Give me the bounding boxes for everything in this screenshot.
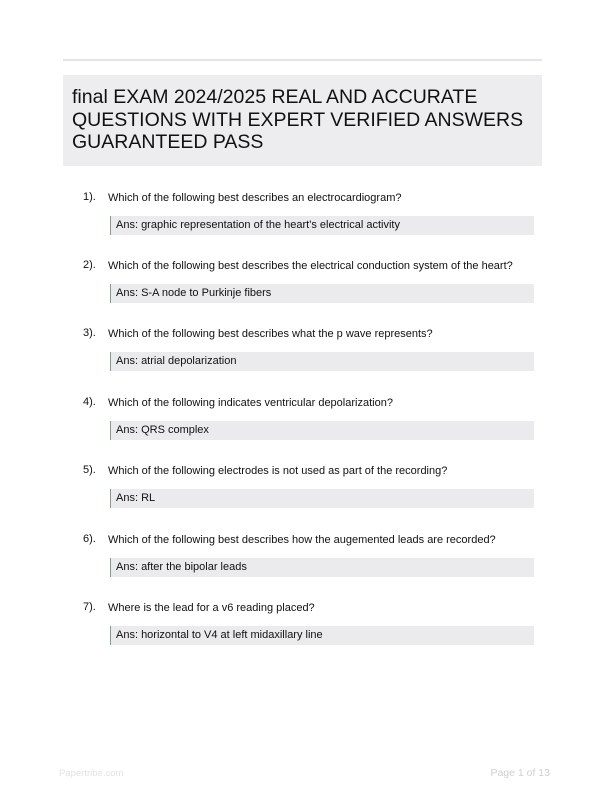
answer-box: Ans: RL [110,489,534,508]
question-text: Which of the following electrodes is not used as part of the recording? [108,465,448,477]
question-number: 4). [83,396,96,408]
answer-box: Ans: graphic representation of the heart's electrical activity [110,216,534,235]
question-number: 1). [83,191,96,203]
question-item [0,396,606,456]
question-text: Which of the following best describes the electrical conduction system of the heart? [108,260,513,272]
question-text: Which of the following best describes what the p wave represents? [108,328,433,340]
document-title: ﬁnal EXAM 2024/2025 REAL AND ACCURATE QUESTIONS WITH EXPERT VERIFIED ANSWERS GUARANTEED PASS [72,86,524,153]
question-number: 7). [83,601,96,613]
question-number: 5). [83,464,96,476]
question-item [0,327,606,387]
question-number: 6). [83,533,96,545]
top-divider [63,59,542,61]
question-item [0,191,606,251]
answer-box: Ans: S-A node to Purkinje fibers [110,284,534,303]
question-item [0,533,606,593]
question-number: 3). [83,327,96,339]
question-text: Which of the following indicates ventricular depolarization? [108,397,393,409]
question-item [0,259,606,319]
question-text: Which of the following best describes an electrocardiogram? [108,192,402,204]
footer-watermark: Papertribe.com [59,768,124,779]
title-banner [63,75,542,166]
question-text: Where is the lead for a v6 reading placed? [108,602,315,614]
answer-box: Ans: atrial depolarization [110,352,534,371]
question-text: Which of the following best describes how the augemented leads are recorded? [108,534,496,546]
question-item [0,601,606,661]
answer-box: Ans: QRS complex [110,421,534,440]
page-indicator: Page 1 of 13 [490,767,550,779]
answer-box: Ans: after the bipolar leads [110,558,534,577]
answer-box: Ans: horizontal to V4 at left midaxillary line [110,626,534,645]
question-item [0,464,606,524]
question-number: 2). [83,259,96,271]
